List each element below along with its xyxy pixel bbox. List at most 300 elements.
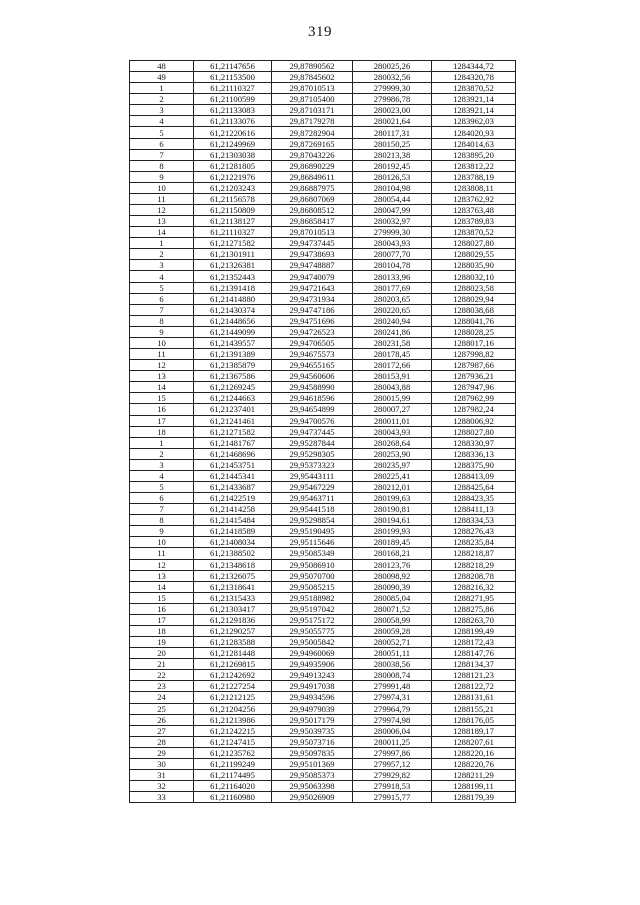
- point-number-cell: 2: [130, 249, 194, 260]
- x-coordinate-cell: 279999,30: [353, 227, 432, 238]
- point-number-cell: 27: [130, 725, 194, 736]
- latitude-cell: 61,21283588: [194, 637, 272, 648]
- latitude-cell: 61,21391389: [194, 349, 272, 360]
- longitude-cell: 29,86887975: [272, 182, 353, 193]
- y-coordinate-cell: 1288199,11: [432, 781, 516, 792]
- latitude-cell: 61,21352443: [194, 271, 272, 282]
- longitude-cell: 29,95039735: [272, 725, 353, 736]
- latitude-cell: 61,21430374: [194, 304, 272, 315]
- point-number-cell: 11: [130, 548, 194, 559]
- y-coordinate-cell: 1284014,63: [432, 138, 516, 149]
- y-coordinate-cell: 1287987,66: [432, 360, 516, 371]
- longitude-cell: 29,94979039: [272, 703, 353, 714]
- y-coordinate-cell: 1288189,17: [432, 725, 516, 736]
- x-coordinate-cell: 280220,65: [353, 304, 432, 315]
- x-coordinate-cell: 280032,56: [353, 72, 432, 83]
- x-coordinate-cell: 280038,56: [353, 659, 432, 670]
- point-number-cell: 22: [130, 670, 194, 681]
- x-coordinate-cell: 280051,11: [353, 648, 432, 659]
- point-number-cell: 49: [130, 72, 194, 83]
- point-number-cell: 19: [130, 637, 194, 648]
- latitude-cell: 61,21408034: [194, 537, 272, 548]
- table-row: [130, 238, 516, 249]
- x-coordinate-cell: 280025,26: [353, 61, 432, 72]
- latitude-cell: 61,21241461: [194, 415, 272, 426]
- point-number-cell: 25: [130, 703, 194, 714]
- page-number: 319: [308, 24, 332, 40]
- point-number-cell: 2: [130, 448, 194, 459]
- coordinates-table: [129, 60, 516, 803]
- x-coordinate-cell: 279957,12: [353, 758, 432, 769]
- x-coordinate-cell: 280117,31: [353, 127, 432, 138]
- table-row: [130, 205, 516, 216]
- longitude-cell: 29,95441518: [272, 504, 353, 515]
- table-row: [130, 493, 516, 504]
- longitude-cell: 29,95085349: [272, 548, 353, 559]
- longitude-cell: 29,94675573: [272, 349, 353, 360]
- table-row: [130, 692, 516, 703]
- y-coordinate-cell: 1288017,16: [432, 337, 516, 348]
- y-coordinate-cell: 1283870,52: [432, 83, 516, 94]
- x-coordinate-cell: 280071,52: [353, 603, 432, 614]
- latitude-cell: 61,21220616: [194, 127, 272, 138]
- point-number-cell: 9: [130, 326, 194, 337]
- x-coordinate-cell: 280006,04: [353, 725, 432, 736]
- table-row: [130, 747, 516, 758]
- y-coordinate-cell: 1288235,84: [432, 537, 516, 548]
- x-coordinate-cell: 280190,81: [353, 504, 432, 515]
- table-row: [130, 315, 516, 326]
- y-coordinate-cell: 1288041,76: [432, 315, 516, 326]
- point-number-cell: 29: [130, 747, 194, 758]
- y-coordinate-cell: 1288032,10: [432, 271, 516, 282]
- table-row: [130, 282, 516, 293]
- y-coordinate-cell: 1288027,80: [432, 426, 516, 437]
- point-number-cell: 16: [130, 603, 194, 614]
- x-coordinate-cell: 280090,39: [353, 581, 432, 592]
- table-row: [130, 681, 516, 692]
- table-row: [130, 481, 516, 492]
- x-coordinate-cell: 280043,88: [353, 382, 432, 393]
- x-coordinate-cell: 280225,41: [353, 470, 432, 481]
- table-row: [130, 171, 516, 182]
- longitude-cell: 29,95188982: [272, 592, 353, 603]
- latitude-cell: 61,21418589: [194, 526, 272, 537]
- y-coordinate-cell: 1283788,19: [432, 171, 516, 182]
- table-row: [130, 138, 516, 149]
- longitude-cell: 29,95298854: [272, 515, 353, 526]
- table-row: [130, 382, 516, 393]
- y-coordinate-cell: 1288336,13: [432, 448, 516, 459]
- latitude-cell: 61,21235762: [194, 747, 272, 758]
- longitude-cell: 29,94726523: [272, 326, 353, 337]
- point-number-cell: 16: [130, 404, 194, 415]
- table-row: [130, 714, 516, 725]
- longitude-cell: 29,86890229: [272, 160, 353, 171]
- point-number-cell: 8: [130, 160, 194, 171]
- latitude-cell: 61,21164020: [194, 781, 272, 792]
- point-number-cell: 24: [130, 692, 194, 703]
- y-coordinate-cell: 1288176,05: [432, 714, 516, 725]
- latitude-cell: 61,21367586: [194, 371, 272, 382]
- latitude-cell: 61,21468696: [194, 448, 272, 459]
- table-row: [130, 437, 516, 448]
- longitude-cell: 29,94706505: [272, 337, 353, 348]
- y-coordinate-cell: 1288334,53: [432, 515, 516, 526]
- latitude-cell: 61,21242692: [194, 670, 272, 681]
- table-row: [130, 393, 516, 404]
- y-coordinate-cell: 1288035,90: [432, 260, 516, 271]
- point-number-cell: 17: [130, 415, 194, 426]
- x-coordinate-cell: 280231,58: [353, 337, 432, 348]
- longitude-cell: 29,94960069: [272, 648, 353, 659]
- latitude-cell: 61,21326075: [194, 570, 272, 581]
- longitude-cell: 29,94588990: [272, 382, 353, 393]
- y-coordinate-cell: 1288218,87: [432, 548, 516, 559]
- latitude-cell: 61,21100599: [194, 94, 272, 105]
- point-number-cell: 3: [130, 459, 194, 470]
- x-coordinate-cell: 280059,28: [353, 625, 432, 636]
- table-row: [130, 426, 516, 437]
- x-coordinate-cell: 280047,99: [353, 205, 432, 216]
- table-row: [130, 260, 516, 271]
- longitude-cell: 29,94917038: [272, 681, 353, 692]
- x-coordinate-cell: 280253,90: [353, 448, 432, 459]
- y-coordinate-cell: 1288411,13: [432, 504, 516, 515]
- longitude-cell: 29,87269165: [272, 138, 353, 149]
- point-number-cell: 10: [130, 537, 194, 548]
- point-number-cell: 33: [130, 792, 194, 803]
- longitude-cell: 29,94721643: [272, 282, 353, 293]
- longitude-cell: 29,87890562: [272, 61, 353, 72]
- table-row: [130, 459, 516, 470]
- table-row: [130, 182, 516, 193]
- longitude-cell: 29,86858417: [272, 216, 353, 227]
- longitude-cell: 29,95086910: [272, 559, 353, 570]
- longitude-cell: 29,95101369: [272, 758, 353, 769]
- point-number-cell: 5: [130, 127, 194, 138]
- y-coordinate-cell: 1288423,35: [432, 493, 516, 504]
- longitude-cell: 29,94560606: [272, 371, 353, 382]
- longitude-cell: 29,95463711: [272, 493, 353, 504]
- x-coordinate-cell: 280213,38: [353, 149, 432, 160]
- x-coordinate-cell: 280133,96: [353, 271, 432, 282]
- y-coordinate-cell: 1287962,99: [432, 393, 516, 404]
- point-number-cell: 48: [130, 61, 194, 72]
- y-coordinate-cell: 1288218,29: [432, 559, 516, 570]
- point-number-cell: 1: [130, 83, 194, 94]
- latitude-cell: 61,21147656: [194, 61, 272, 72]
- latitude-cell: 61,21303417: [194, 603, 272, 614]
- x-coordinate-cell: 279915,77: [353, 792, 432, 803]
- longitude-cell: 29,94751696: [272, 315, 353, 326]
- point-number-cell: 9: [130, 171, 194, 182]
- x-coordinate-cell: 280192,45: [353, 160, 432, 171]
- y-coordinate-cell: 1288271,95: [432, 592, 516, 603]
- longitude-cell: 29,95085373: [272, 770, 353, 781]
- latitude-cell: 61,21199249: [194, 758, 272, 769]
- x-coordinate-cell: 280015,99: [353, 393, 432, 404]
- latitude-cell: 61,21138127: [194, 216, 272, 227]
- table-row: [130, 404, 516, 415]
- longitude-cell: 29,95055775: [272, 625, 353, 636]
- table-row: [130, 448, 516, 459]
- x-coordinate-cell: 280023,00: [353, 105, 432, 116]
- point-number-cell: 13: [130, 371, 194, 382]
- x-coordinate-cell: 280052,71: [353, 637, 432, 648]
- point-number-cell: 9: [130, 526, 194, 537]
- longitude-cell: 29,94654899: [272, 404, 353, 415]
- table-row: [130, 160, 516, 171]
- x-coordinate-cell: 280235,97: [353, 459, 432, 470]
- y-coordinate-cell: 1287998,82: [432, 349, 516, 360]
- latitude-cell: 61,21212125: [194, 692, 272, 703]
- x-coordinate-cell: 280104,98: [353, 182, 432, 193]
- longitude-cell: 29,94737445: [272, 426, 353, 437]
- table-row: [130, 637, 516, 648]
- x-coordinate-cell: 280008,74: [353, 670, 432, 681]
- point-number-cell: 11: [130, 349, 194, 360]
- longitude-cell: 29,86808512: [272, 205, 353, 216]
- point-number-cell: 6: [130, 138, 194, 149]
- longitude-cell: 29,94655165: [272, 360, 353, 371]
- point-number-cell: 13: [130, 216, 194, 227]
- table-row: [130, 94, 516, 105]
- point-number-cell: 6: [130, 493, 194, 504]
- longitude-cell: 29,87845602: [272, 72, 353, 83]
- x-coordinate-cell: 280104,78: [353, 260, 432, 271]
- y-coordinate-cell: 1288029,55: [432, 249, 516, 260]
- longitude-cell: 29,87010513: [272, 83, 353, 94]
- latitude-cell: 61,21110327: [194, 227, 272, 238]
- x-coordinate-cell: 280011,25: [353, 736, 432, 747]
- table-row: [130, 127, 516, 138]
- point-number-cell: 13: [130, 570, 194, 581]
- y-coordinate-cell: 1288208,78: [432, 570, 516, 581]
- y-coordinate-cell: 1288207,61: [432, 736, 516, 747]
- y-coordinate-cell: 1288199,49: [432, 625, 516, 636]
- latitude-cell: 61,21414880: [194, 293, 272, 304]
- point-number-cell: 4: [130, 116, 194, 127]
- table-row: [130, 703, 516, 714]
- point-number-cell: 21: [130, 659, 194, 670]
- latitude-cell: 61,21318641: [194, 581, 272, 592]
- y-coordinate-cell: 1288023,58: [432, 282, 516, 293]
- x-coordinate-cell: 280007,27: [353, 404, 432, 415]
- x-coordinate-cell: 280032,97: [353, 216, 432, 227]
- table-row: [130, 249, 516, 260]
- point-number-cell: 28: [130, 736, 194, 747]
- x-coordinate-cell: 280150,25: [353, 138, 432, 149]
- table-row: [130, 116, 516, 127]
- latitude-cell: 61,21110327: [194, 83, 272, 94]
- y-coordinate-cell: 1288179,39: [432, 792, 516, 803]
- point-number-cell: 17: [130, 614, 194, 625]
- table-row: [130, 537, 516, 548]
- latitude-cell: 61,21445341: [194, 470, 272, 481]
- y-coordinate-cell: 1288276,43: [432, 526, 516, 537]
- y-coordinate-cell: 1283921,14: [432, 105, 516, 116]
- point-number-cell: 14: [130, 581, 194, 592]
- y-coordinate-cell: 1287982,24: [432, 404, 516, 415]
- point-number-cell: 30: [130, 758, 194, 769]
- x-coordinate-cell: 280058,99: [353, 614, 432, 625]
- longitude-cell: 29,95115646: [272, 537, 353, 548]
- y-coordinate-cell: 1288147,76: [432, 648, 516, 659]
- x-coordinate-cell: 280021,64: [353, 116, 432, 127]
- table-row: [130, 304, 516, 315]
- latitude-cell: 61,21153500: [194, 72, 272, 83]
- point-number-cell: 23: [130, 681, 194, 692]
- x-coordinate-cell: 280172,66: [353, 360, 432, 371]
- latitude-cell: 61,21227254: [194, 681, 272, 692]
- y-coordinate-cell: 1283812,22: [432, 160, 516, 171]
- table-row: [130, 271, 516, 282]
- longitude-cell: 29,94740079: [272, 271, 353, 282]
- y-coordinate-cell: 1288263,70: [432, 614, 516, 625]
- point-number-cell: 7: [130, 149, 194, 160]
- latitude-cell: 61,21422519: [194, 493, 272, 504]
- x-coordinate-cell: 280123,76: [353, 559, 432, 570]
- table-row: [130, 614, 516, 625]
- point-number-cell: 14: [130, 227, 194, 238]
- longitude-cell: 29,94913243: [272, 670, 353, 681]
- point-number-cell: 7: [130, 304, 194, 315]
- point-number-cell: 1: [130, 238, 194, 249]
- longitude-cell: 29,87103171: [272, 105, 353, 116]
- y-coordinate-cell: 1287936,21: [432, 371, 516, 382]
- longitude-cell: 29,95373323: [272, 459, 353, 470]
- longitude-cell: 29,87043226: [272, 149, 353, 160]
- table-row: [130, 548, 516, 559]
- table-row: [130, 670, 516, 681]
- x-coordinate-cell: 279964,79: [353, 703, 432, 714]
- latitude-cell: 61,21269815: [194, 659, 272, 670]
- point-number-cell: 8: [130, 515, 194, 526]
- x-coordinate-cell: 280268,64: [353, 437, 432, 448]
- latitude-cell: 61,21281805: [194, 160, 272, 171]
- point-number-cell: 6: [130, 293, 194, 304]
- y-coordinate-cell: 1284320,78: [432, 72, 516, 83]
- table-row: [130, 360, 516, 371]
- longitude-cell: 29,87105400: [272, 94, 353, 105]
- coordinates-table-body: [130, 61, 516, 803]
- point-number-cell: 1: [130, 437, 194, 448]
- latitude-cell: 61,21433687: [194, 481, 272, 492]
- point-number-cell: 12: [130, 360, 194, 371]
- longitude-cell: 29,95070700: [272, 570, 353, 581]
- point-number-cell: 12: [130, 205, 194, 216]
- point-number-cell: 5: [130, 282, 194, 293]
- table-row: [130, 659, 516, 670]
- longitude-cell: 29,86807069: [272, 193, 353, 204]
- point-number-cell: 2: [130, 94, 194, 105]
- table-row: [130, 149, 516, 160]
- point-number-cell: 26: [130, 714, 194, 725]
- point-number-cell: 4: [130, 470, 194, 481]
- point-number-cell: 15: [130, 592, 194, 603]
- point-number-cell: 11: [130, 193, 194, 204]
- latitude-cell: 61,21160980: [194, 792, 272, 803]
- longitude-cell: 29,95298305: [272, 448, 353, 459]
- x-coordinate-cell: 280240,94: [353, 315, 432, 326]
- x-coordinate-cell: 280043,93: [353, 426, 432, 437]
- latitude-cell: 61,21242215: [194, 725, 272, 736]
- y-coordinate-cell: 1283763,48: [432, 205, 516, 216]
- point-number-cell: 18: [130, 426, 194, 437]
- y-coordinate-cell: 1288220,16: [432, 747, 516, 758]
- x-coordinate-cell: 280212,01: [353, 481, 432, 492]
- y-coordinate-cell: 1283808,11: [432, 182, 516, 193]
- latitude-cell: 61,21391418: [194, 282, 272, 293]
- table-row: [130, 736, 516, 747]
- x-coordinate-cell: 280077,70: [353, 249, 432, 260]
- latitude-cell: 61,21237401: [194, 404, 272, 415]
- y-coordinate-cell: 1283870,52: [432, 227, 516, 238]
- latitude-cell: 61,21221976: [194, 171, 272, 182]
- longitude-cell: 29,95190495: [272, 526, 353, 537]
- longitude-cell: 29,94700576: [272, 415, 353, 426]
- x-coordinate-cell: 280199,93: [353, 526, 432, 537]
- x-coordinate-cell: 280085,04: [353, 592, 432, 603]
- point-number-cell: 18: [130, 625, 194, 636]
- table-row: [130, 337, 516, 348]
- y-coordinate-cell: 1288028,25: [432, 326, 516, 337]
- table-row: [130, 515, 516, 526]
- latitude-cell: 61,21150809: [194, 205, 272, 216]
- latitude-cell: 61,21453751: [194, 459, 272, 470]
- longitude-cell: 29,95467229: [272, 481, 353, 492]
- x-coordinate-cell: 279986,78: [353, 94, 432, 105]
- x-coordinate-cell: 279997,86: [353, 747, 432, 758]
- x-coordinate-cell: 280178,45: [353, 349, 432, 360]
- table-row: [130, 105, 516, 116]
- x-coordinate-cell: 280054,44: [353, 193, 432, 204]
- latitude-cell: 61,21174495: [194, 770, 272, 781]
- y-coordinate-cell: 1288131,61: [432, 692, 516, 703]
- y-coordinate-cell: 1288038,68: [432, 304, 516, 315]
- point-number-cell: 14: [130, 382, 194, 393]
- x-coordinate-cell: 280199,63: [353, 493, 432, 504]
- y-coordinate-cell: 1288220,76: [432, 758, 516, 769]
- longitude-cell: 29,86849611: [272, 171, 353, 182]
- longitude-cell: 29,87179278: [272, 116, 353, 127]
- x-coordinate-cell: 280241,86: [353, 326, 432, 337]
- y-coordinate-cell: 1283921,14: [432, 94, 516, 105]
- x-coordinate-cell: 280098,92: [353, 570, 432, 581]
- table-row: [130, 61, 516, 72]
- table-row: [130, 781, 516, 792]
- point-number-cell: 8: [130, 315, 194, 326]
- x-coordinate-cell: 280011,01: [353, 415, 432, 426]
- point-number-cell: 32: [130, 781, 194, 792]
- x-coordinate-cell: 279974,31: [353, 692, 432, 703]
- y-coordinate-cell: 1288330,97: [432, 437, 516, 448]
- longitude-cell: 29,94747186: [272, 304, 353, 315]
- y-coordinate-cell: 1288027,80: [432, 238, 516, 249]
- latitude-cell: 61,21414258: [194, 504, 272, 515]
- y-coordinate-cell: 1283895,20: [432, 149, 516, 160]
- x-coordinate-cell: 279999,30: [353, 83, 432, 94]
- y-coordinate-cell: 1288425,64: [432, 481, 516, 492]
- table-row: [130, 470, 516, 481]
- longitude-cell: 29,94935906: [272, 659, 353, 670]
- y-coordinate-cell: 1287947,96: [432, 382, 516, 393]
- latitude-cell: 61,21133083: [194, 105, 272, 116]
- point-number-cell: 3: [130, 260, 194, 271]
- point-number-cell: 12: [130, 559, 194, 570]
- table-row: [130, 792, 516, 803]
